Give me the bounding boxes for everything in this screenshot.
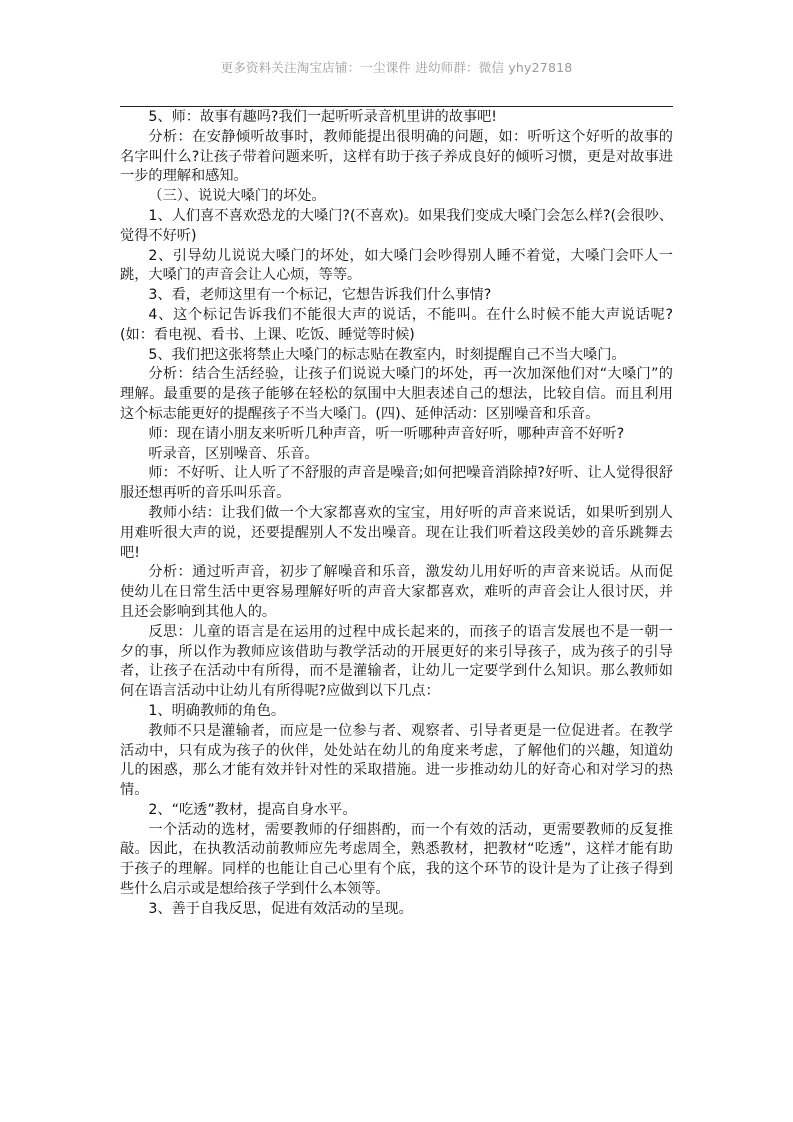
paragraph: 2、引导幼儿说说大嗓门的坏处，如大嗓门会吵得别人睡不着觉，大嗓门会吓人一跳，大嗓门的声音会让人心烦，等等。 (120, 247, 673, 284)
paragraph: 分析：在安静倾听故事时，教师能提出很明确的问题，如：听听这个好听的故事的名字叫什么?让孩子带着问题来听，这样有助于孩子养成良好的倾听习惯，更是对故事进一步的理解和感知。 (120, 128, 673, 185)
section-heading: （三）、说说大嗓门的坏处。 (148, 188, 326, 205)
paragraph: 分析：结合生活经验，让孩子们说说大嗓门的坏处，再一次加深他们对“大嗓门”的理解。最重要的是孩子能够在轻松的氛围中大胆表述自己的想法，比较自信。而且利用这个标志能更好的提醒孩子不当大嗓门。(四)、延伸活动：区别噪音和乐音。 (120, 366, 673, 422)
paragraph: 教师小结：让我们做一个大家都喜欢的宝宝，用好听的声音来说话，如果听到别人用难听很大声的说，还要提醒别人不发出噪音。现在让我们听着这段美妙的音乐跳舞去吧! (120, 504, 673, 561)
section-heading: 3、善于自我反思，促进有效活动的呈现。 (148, 900, 413, 917)
paragraph: 师：现在请小朋友来听听几种声音，听一听哪种声音好听，哪种声音不好听? (148, 425, 625, 442)
paragraph: 分析：通过听声音，初步了解噪音和乐音，激发幼儿用好听的声音来说话。从而促使幼儿在日常生活中更容易理解好听的声音大家都喜欢，难听的声音会让人很讨厌，并且还会影响到其他人的。 (120, 564, 673, 620)
paragraph: 3、看，老师这里有一个标记，它想告诉我们什么事情? (148, 287, 492, 304)
paragraph: 5、师：故事有趣吗?我们一起听听录音机里讲的故事吧! (148, 109, 497, 125)
paragraph: 教师不只是灌输者，而应是一位参与者、观察者、引导者更是一位促进者。在教学活动中，只有成为孩子的伙伴，处处站在幼儿的角度来考虑，了解他们的兴趣，知道幼儿的困惑，那么才能有效并针对性的采取措施。进一步推动幼儿的好奇心和对学习的热情。 (120, 722, 673, 799)
paragraph: 一个活动的选材，需要教师的仔细斟酌，而一个有效的活动，更需要教师的反复推敲。因此，在执教活动前教师应先考虑周全，熟悉教材，把教材“吃透”，这样才能有助于孩子的理解。同样的也能让自己心里有个底，我的这个环节的设计是为了让孩子得到些什么启示或是想给孩子学到什么本领等。 (120, 821, 673, 898)
section-heading: 1、明确教师的角色。 (148, 702, 286, 719)
paragraph: 4、这个标记告诉我们不能很大声的说话，不能叫。在什么时候不能大声说话呢?(如：看电视、看书、上课、吃饭、睡觉等时候) (120, 306, 673, 343)
page-header: 更多资料关注淘宝店铺：一尘课件 进幼师群：微信 yhy27818 (220, 60, 573, 75)
paragraph: 师：不好听、让人听了不舒服的声音是噪音;如何把噪音消除掉?好听、让人觉得很舒服还想再听的音乐叫乐音。 (120, 465, 673, 502)
header-divider (120, 106, 673, 107)
paragraph: 1、人们喜不喜欢恐龙的大嗓门?(不喜欢)。如果我们变成大嗓门会怎么样?(会很吵、觉得不好听) (120, 207, 673, 244)
paragraph: 5、我们把这张将禁止大嗓门的标志贴在教室内，时刻提醒自己不当大嗓门。 (148, 346, 626, 363)
document-body (120, 108, 673, 920)
section-heading: 2、“吃透”教材，提高自身水平。 (148, 801, 357, 818)
paragraph: 听录音，区别噪音、乐音。 (148, 445, 319, 462)
paragraph: 反思：儿童的语言是在运用的过程中成长起来的，而孩子的语言发展也不是一朝一夕的事，所以作为教师应该借助与教学活动的开展更好的来引导孩子，成为孩子的引导者，让孩子在活动中有所得，而不是灌输者，让幼儿一定要学到什么知识。那么教师如何在语言活动中让幼儿有所得呢?应做到以下几点： (120, 623, 673, 700)
